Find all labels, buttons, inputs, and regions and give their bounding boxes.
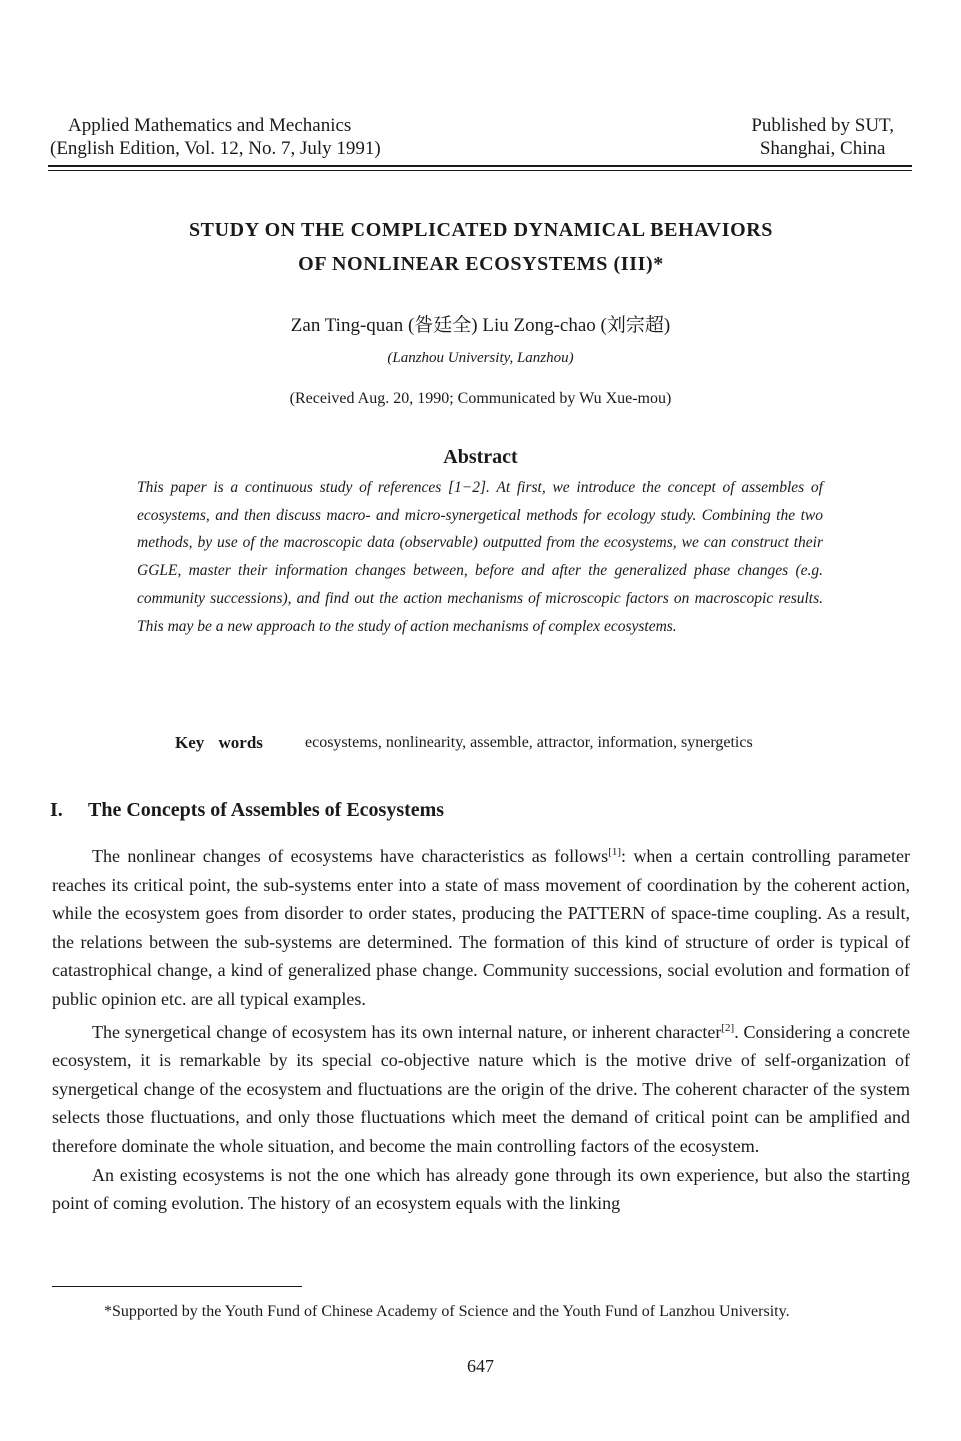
footnote: *Supported by the Youth Fund of Chinese Academy of Science and the Youth Fund of Lanzhou University. [104,1303,790,1320]
paragraph-text: The synergetical change of ecosystem has its own internal nature, or inherent character [92,1021,722,1042]
journal-name: Applied Mathematics and Mechanics [68,115,352,136]
paragraph [52,1014,910,1161]
paragraph-text: The nonlinear changes of ecosystems have characteristics as follows [92,846,609,866]
publisher-name: Published by SUT, [751,115,894,136]
citation: [2] [721,1021,735,1034]
paper-title [60,213,902,281]
header-rule-thick [48,165,912,167]
keywords-list: ecosystems, nonlinearity, assemble, attractor, information, synergetics [305,734,753,751]
footnote-rule [52,1286,302,1287]
abstract-text: This paper is a continuous study of references [1−2]. At first, we introduce the concept of assembles of ecosystems, and then discuss macro- and micro-synergetical methods for ecology study. Combining the two methods, by use of the macroscopic data (observable) outputted from the ecosystems, we can construct their GGLE, master their information changes between, before and after the generalized phase changes (e.g. community successions), and find out the action mechanisms of microscopic factors on macroscopic results. This may be a new approach to the study of action mechanisms of complex ecosystems. [137,479,823,635]
body-text [52,838,910,1218]
affiliation: (Lanzhou University, Lanzhou) [387,350,574,366]
running-header [50,114,912,166]
abstract-heading: Abstract [443,446,518,468]
header-rule-thin [48,170,912,171]
keywords [175,728,835,757]
journal-edition: (English Edition, Vol. 12, No. 7, July 1991) [50,138,381,159]
title-line-2: OF NONLINEAR ECOSYSTEMS (III)* [298,253,664,275]
section-heading [50,799,444,822]
paragraph [52,838,910,1014]
authors: Zan Ting-quan (昝廷全) Liu Zong-chao (刘宗超) [290,315,671,336]
paragraph: An existing ecosystems is not the one which has already gone through its own experience, but also the starting point of coming evolution. The history of an ecosystem equals with the linking [52,1164,910,1214]
received-date: (Received Aug. 20, 1990; Communicated by Wu Xue-mou) [289,390,672,407]
citation: [1] [608,846,622,858]
page-number: 647 [467,1356,494,1376]
publisher-info [751,114,894,160]
journal-info [50,114,381,160]
paragraph-text: : when a certain controlling parameter reaches its critical point, the sub-systems enter into a state of mass movement of coordination by the coherent action, while the ecosystem goes from disorder to order states, producing the PATTERN of space-time coupling. As a result, the relations between the sub-systems are determined. The formation of this kind of structure of order is typical of catastrophical change, a kind of generalized phase change. Community successions, social evolution and formation of public opinion etc. are all typical examples. [52,846,910,1009]
section-title: The Concepts of Assembles of Ecosystems [88,799,445,821]
paragraph-text: . Considering a concrete ecosystem, it is remarkable by its special co-objective nature which is the motive drive of self-organization of synergetical change of the ecosystem and fluctuations are the origin of the drive. The coherent character of the system selects those fluctuations, and only those fluctuations which meet the demand of critical point can be amplified and therefore dominate the whole situation, and become the main controlling factors of the ecosystem. [52,1021,911,1156]
keywords-label: Key words [175,733,263,752]
publisher-location: Shanghai, China [759,138,886,159]
title-line-1: STUDY ON THE COMPLICATED DYNAMICAL BEHAVIORS [188,219,774,241]
section-number: I. [50,799,63,821]
